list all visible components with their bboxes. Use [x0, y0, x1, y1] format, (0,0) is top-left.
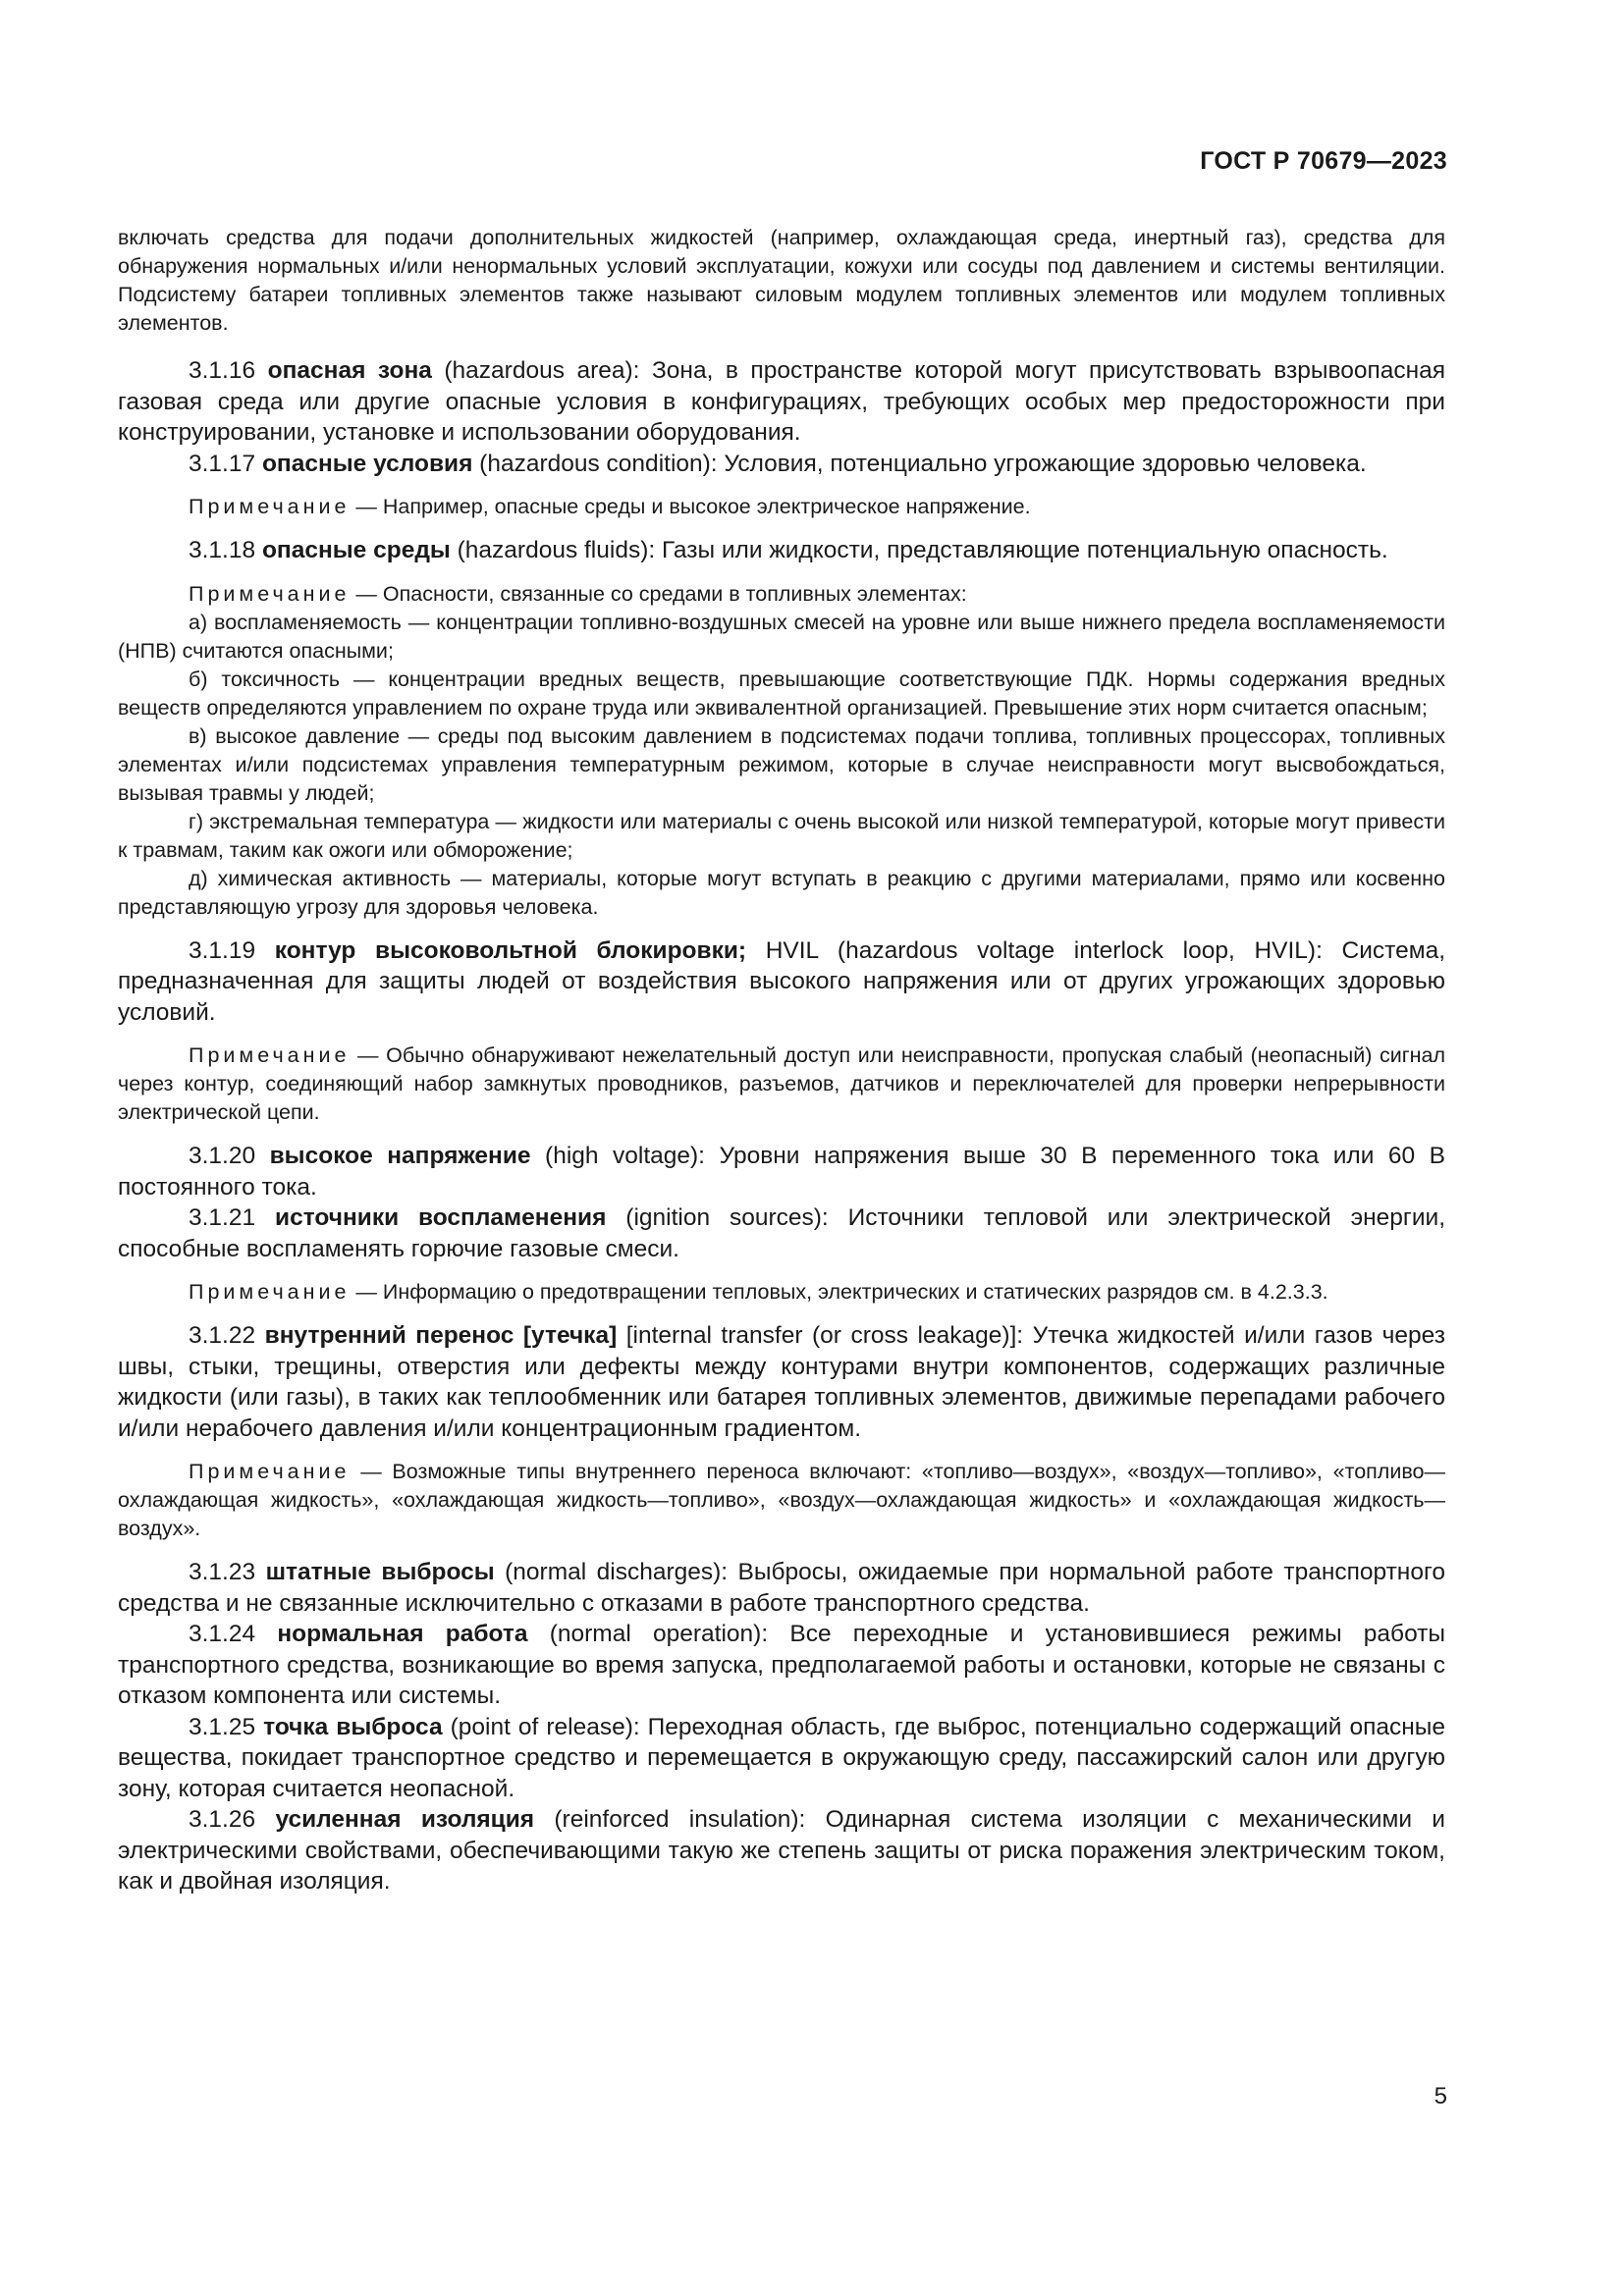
term-3-1-17	[118, 449, 1445, 480]
term-definition: (normal operation): Все переходные и установившиеся режимы работы транспортного средства, возникающие во время запуска, предполагаемой работы и остановки, которые не связаны с отказом компонента или системы.	[118, 1621, 1445, 1709]
document-body	[118, 224, 1445, 1897]
term-title: штатные выбросы	[265, 1559, 495, 1585]
term-number: 3.1.22	[189, 1322, 256, 1349]
note-3-1-21	[118, 1278, 1445, 1307]
note-list-item: а) воспламеняемость — концентрации топливно-воздушных смесей на уровне или выше нижнего предела воспламеняемости (НПВ) считаются опасными;	[118, 610, 1445, 663]
note-list-item: в) высокое давление — среды под высоким давлением в подсистемах подачи топлива, топливных процессорах, топливных элементах и/или подсистемах управления температурным режимом, которые в случае неисправности могут высвобождаться, вызывая травмы у людей;	[118, 723, 1445, 805]
term-title: усиленная изоляция	[275, 1806, 535, 1833]
term-number: 3.1.24	[189, 1621, 256, 1647]
note-text: — Опасности, связанные со средами в топливных элементах:	[350, 581, 967, 606]
term-definition: (ignition sources): Источники тепловой или электрической энергии, способные воспламенять горючие газовые смеси.	[118, 1204, 1446, 1262]
note-3-1-17	[118, 493, 1445, 521]
term-3-1-16	[118, 355, 1445, 449]
term-3-1-19	[118, 935, 1445, 1029]
term-title: контур высоковольтной блокировки;	[274, 936, 747, 964]
term-number: 3.1.21	[189, 1204, 256, 1231]
term-definition: (hazardous area): Зона, в пространстве которой могут присутствовать взрывоопасная газовая среда или другие опасные условия в конфигурациях, требующих особых мер предосторожности при конструировании, установке и использовании оборудования.	[118, 357, 1446, 446]
term-title: высокое напряжение	[269, 1143, 531, 1169]
note-list-item: б) токсичность — концентрации вредных веществ, превышающие соответствующие ПДК. Нормы содержания вредных веществ определяются управлением по охране труда или эквивалентной организацией. Превышение этих норм считается опасным;	[118, 667, 1445, 720]
term-definition: (hazardous fluids): Газы или жидкости, представляющие потенциальную опасность.	[450, 537, 1388, 563]
term-definition: (normal discharges): Выбросы, ожидаемые при нормальной работе транспортного средства и не связанные исключительно с отказами в работе транспортного средства.	[118, 1559, 1445, 1617]
note-3-1-22	[118, 1458, 1445, 1543]
note-label: Примечание	[189, 1280, 351, 1304]
term-title: опасные среды	[261, 537, 451, 563]
note-list-item: г) экстремальная температура — жидкости или материалы с очень высокой или низкой температурой, которые могут привести к травмам, таким как ожоги или обморожение;	[118, 809, 1445, 862]
term-title: нормальная работа	[277, 1621, 528, 1647]
term-3-1-25	[118, 1712, 1445, 1805]
note-text: — Обычно обнаруживают нежелательный доступ или неисправности, пропуская слабый (неопасный) сигнал через контур, соединяющий набор замкнутых проводников, разъемов, датчиков и переключателей для проверки непрерывности электрической цепи.	[118, 1043, 1445, 1124]
note-3-1-19	[118, 1041, 1445, 1127]
note-text: — Информацию о предотвращении тепловых, электрических и статических разрядов см. в 4.2.3.3.	[350, 1280, 1328, 1304]
term-3-1-21	[118, 1202, 1445, 1264]
term-number: 3.1.23	[189, 1559, 256, 1585]
term-3-1-26	[118, 1804, 1445, 1897]
term-definition: (reinforced insulation): Одинарная система изоляции с механическими и электрическими свойствами, обеспечивающими такую же степень защиты от риска поражения электрическим током, как и двойная изоляция.	[118, 1806, 1445, 1895]
term-definition: (hazardous condition): Условия, потенциально угрожающие здоровью человека.	[472, 450, 1367, 477]
term-title: источники воспламенения	[275, 1204, 607, 1231]
note-text: — Например, опасные среды и высокое электрическое напряжение.	[350, 495, 1031, 518]
page-number: 5	[1434, 2083, 1447, 2109]
term-number: 3.1.17	[189, 450, 256, 477]
intro-paragraph: включать средства для подачи дополнительных жидкостей (например, охлаждающая среда, инертный газ), средства для обнаружения нормальных и/или ненормальных условий эксплуатации, кожухи или сосуды под давлением и системы вентиляции. Подсистему батареи топливных элементов также называют силовым модулем топливных элементов или модулем топливных элементов.	[118, 226, 1445, 335]
term-number: 3.1.20	[189, 1143, 256, 1169]
term-definition: [internal transfer (or cross leakage)]: Утечка жидкостей и/или газов через швы, стыки, трещины, отверстия или дефекты между контурами внутри компонентов, содержащих различные жидкости (или газы), в таких как теплообменник или батарея топливных элементов, движимые перепадами рабочего и/или нерабочего давления и/или концентрационным градиентом.	[118, 1322, 1445, 1442]
term-3-1-18	[118, 535, 1445, 566]
note-label: Примечание	[189, 1043, 351, 1067]
document-id: ГОСТ Р 70679—2023	[1200, 147, 1447, 175]
term-title: опасная зона	[267, 357, 432, 384]
term-number: 3.1.19	[189, 936, 256, 964]
term-title: внутренний перенос [утечка]	[264, 1322, 618, 1349]
term-3-1-22	[118, 1320, 1445, 1444]
term-title: точка выброса	[263, 1713, 443, 1740]
term-number: 3.1.25	[189, 1713, 256, 1740]
term-number: 3.1.18	[189, 537, 256, 563]
term-definition: (high voltage): Уровни напряжения выше 30 В переменного тока или 60 В постоянного тока.	[118, 1143, 1445, 1201]
term-3-1-24	[118, 1619, 1445, 1712]
term-definition: (point of release): Переходная область, где выброс, потенциально содержащий опасные вещества, покидает транспортное средство и перемещается в окружающую среду, пассажирский салон или другую зону, которая считается неопасной.	[118, 1713, 1445, 1802]
note-list-item: д) химическая активность — материалы, которые могут вступать в реакцию с другими материалами, прямо или косвенно представляющую угрозу для здоровья человека.	[118, 866, 1445, 919]
term-3-1-23	[118, 1557, 1445, 1619]
term-number: 3.1.26	[189, 1806, 256, 1833]
term-3-1-20	[118, 1141, 1445, 1202]
note-3-1-18	[118, 580, 1445, 922]
note-label: Примечание	[189, 495, 351, 518]
note-text: — Возможные типы внутреннего переноса включают: «топливо—воздух», «воздух—топливо», «топливо—охлаждающая жидкость», «охлаждающая жидкость—топливо», «воздух—охлаждающая жидкость» и «охлаждающая жидкость—воздух».	[118, 1460, 1445, 1540]
note-label: Примечание	[189, 581, 351, 606]
term-definition: HVIL (hazardous voltage interlock loop, HVIL): Система, предназначенная для защиты людей от воздействия высокого напряжения или от других угрожающих здоровью условий.	[118, 936, 1446, 1026]
term-title: опасные условия	[261, 450, 473, 477]
note-label: Примечание	[189, 1460, 351, 1483]
term-number: 3.1.16	[189, 357, 256, 384]
